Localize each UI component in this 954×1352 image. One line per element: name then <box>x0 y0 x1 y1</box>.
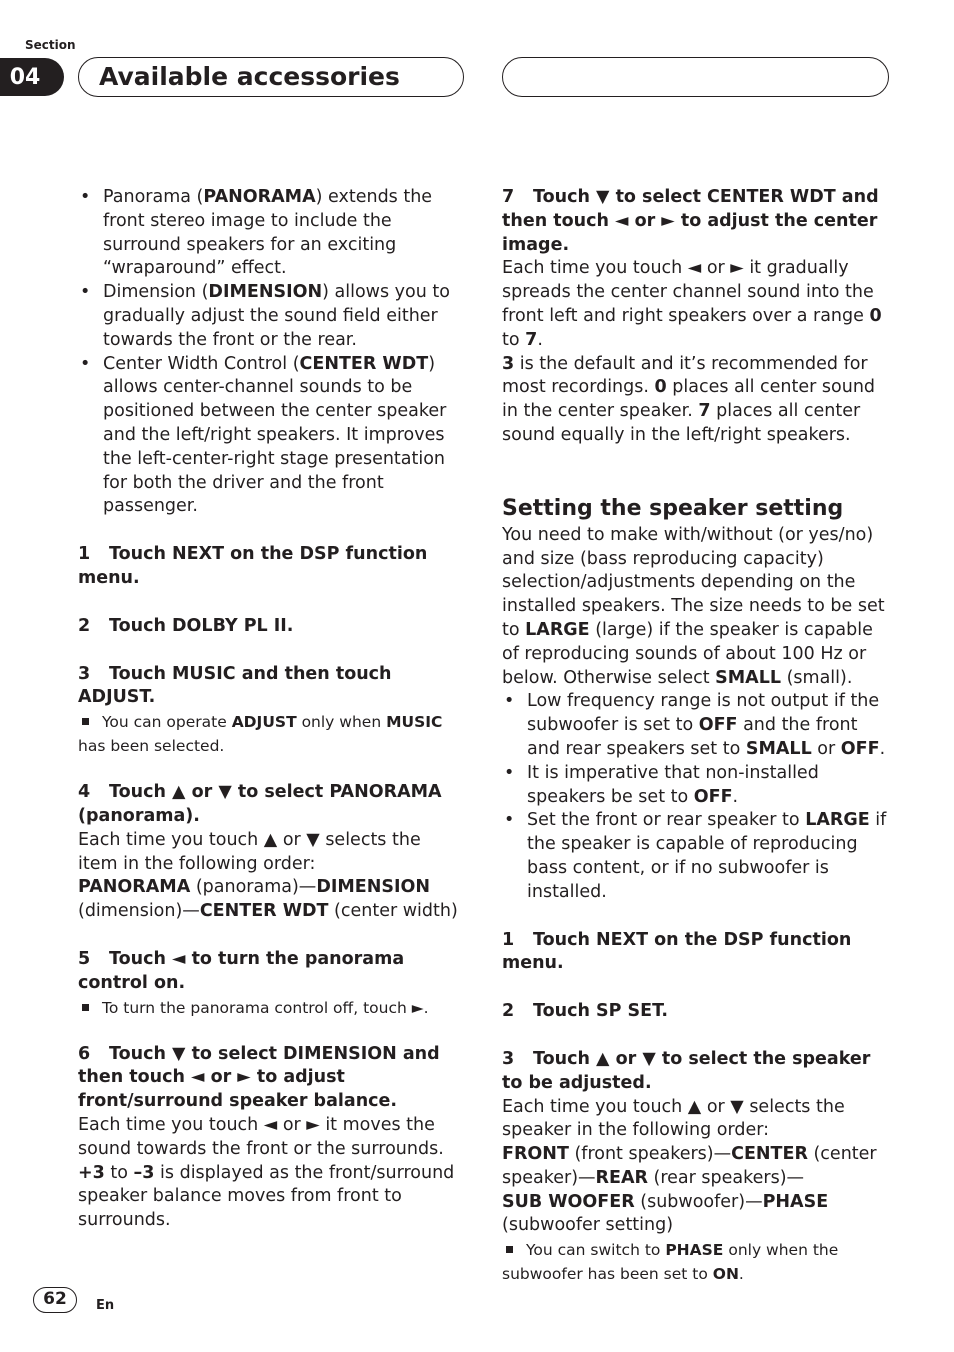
step-body: 3 is the default and it’s recommended for most recordings. 0 places all center sound in the center speaker. 7 places all center sound equally in the left/right speakers. <box>502 353 876 445</box>
intro-paragraph: You need to make with/without (or yes/no) and size (bass reproducing capacity) selection/adjustments depending on the installed speakers. The size needs to be set to LARGE (large) if the speaker is capable of reproducing sounds of about 100 Hz or below. Otherwise select SMALL (small). <box>502 524 885 688</box>
step-note: You can switch to PHASE only when the subwoofer has been set to ON. <box>502 1241 839 1284</box>
step-note: You can operate ADJUST only when MUSIC has been selected. <box>78 713 443 756</box>
step-heading: 1 Touch NEXT on the DSP function menu. <box>78 544 428 588</box>
step-heading: 3 Touch ▲ or ▼ to select the speaker to be adjusted. <box>502 1048 871 1093</box>
step-heading: 3 Touch MUSIC and then touch ADJUST. <box>78 663 392 708</box>
section-label: Section <box>25 38 76 52</box>
list-item: • It is imperative that non-installed speakers be set to OFF. <box>502 762 888 810</box>
page-title: Available accessories <box>78 57 464 97</box>
list-item: • Panorama (PANORAMA) extends the front stereo image to include the surround speakers for an exciting “wraparound” effect. <box>78 186 464 281</box>
step-heading: 5 Touch ◄ to turn the panorama control on. <box>78 948 405 993</box>
step-heading: 2 Touch SP SET. <box>502 1001 669 1022</box>
note-square-icon <box>82 1004 89 1011</box>
step-body: Each time you touch ▲ or ▼ selects the speaker in the following order: FRONT (front speakers)—CENTER (center speaker)—REAR (rear speakers)— SUB WOOFER (subwoofer)—PHASE (subwoofer setting) <box>502 1096 877 1236</box>
step-heading: 6 Touch ▼ to select DIMENSION and then touch ◄ or ► to adjust front/surround speaker balance. <box>78 1043 440 1112</box>
right-column <box>502 186 888 1286</box>
speaker-bullet-list <box>502 690 888 904</box>
section-heading: Setting the speaker setting <box>502 495 844 521</box>
header-empty-box <box>502 57 889 97</box>
list-item: • Dimension (DIMENSION) allows you to gradually adjust the sound field either towards the front or the rear. <box>78 281 464 352</box>
step-heading: 1 Touch NEXT on the DSP function menu. <box>502 929 852 974</box>
note-square-icon <box>82 718 89 725</box>
left-column <box>78 186 464 1233</box>
step-heading: 7 Touch ▼ to select CENTER WDT and then touch ◄ or ► to adjust the center image. <box>502 187 879 255</box>
step-body: Each time you touch ◄ or ► it moves the sound towards the front or the surrounds. +3 to –3 is displayed as the front/surround speaker balance moves from front to surrounds. <box>78 1114 455 1231</box>
list-item: • Set the front or rear speaker to LARGE if the speaker is capable of reproducing bass content, or if no subwoofer is installed. <box>502 809 888 904</box>
section-number-badge: 04 <box>0 58 64 96</box>
note-square-icon <box>506 1246 513 1253</box>
language-label: En <box>96 1298 115 1313</box>
step-note: To turn the panorama control off, touch ►. <box>78 996 464 1020</box>
page-number: 62 <box>33 1287 77 1313</box>
feature-bullet-list <box>78 186 464 519</box>
list-item: • Low frequency range is not output if the subwoofer is set to OFF and the front and rear speakers set to SMALL or OFF. <box>502 690 888 761</box>
list-item: • Center Width Control (CENTER WDT) allows center-channel sounds to be positioned between the center speaker and the left/right speakers. It improves the left-center-right stage presentation for both the driver and the front passenger. <box>78 353 464 520</box>
step-body: Each time you touch ◄ or ► it gradually spreads the center channel sound into the front left and right speakers over a range 0 to 7. <box>502 258 882 350</box>
step-body: Each time you touch ▲ or ▼ selects the item in the following order: PANORAMA (panorama)—DIMENSION (dimension)—CENTER WDT (center width) <box>78 829 458 922</box>
step-heading: 2 Touch DOLBY PL II. <box>78 615 294 636</box>
step-heading: 4 Touch ▲ or ▼ to select PANORAMA (panorama). <box>78 782 442 826</box>
